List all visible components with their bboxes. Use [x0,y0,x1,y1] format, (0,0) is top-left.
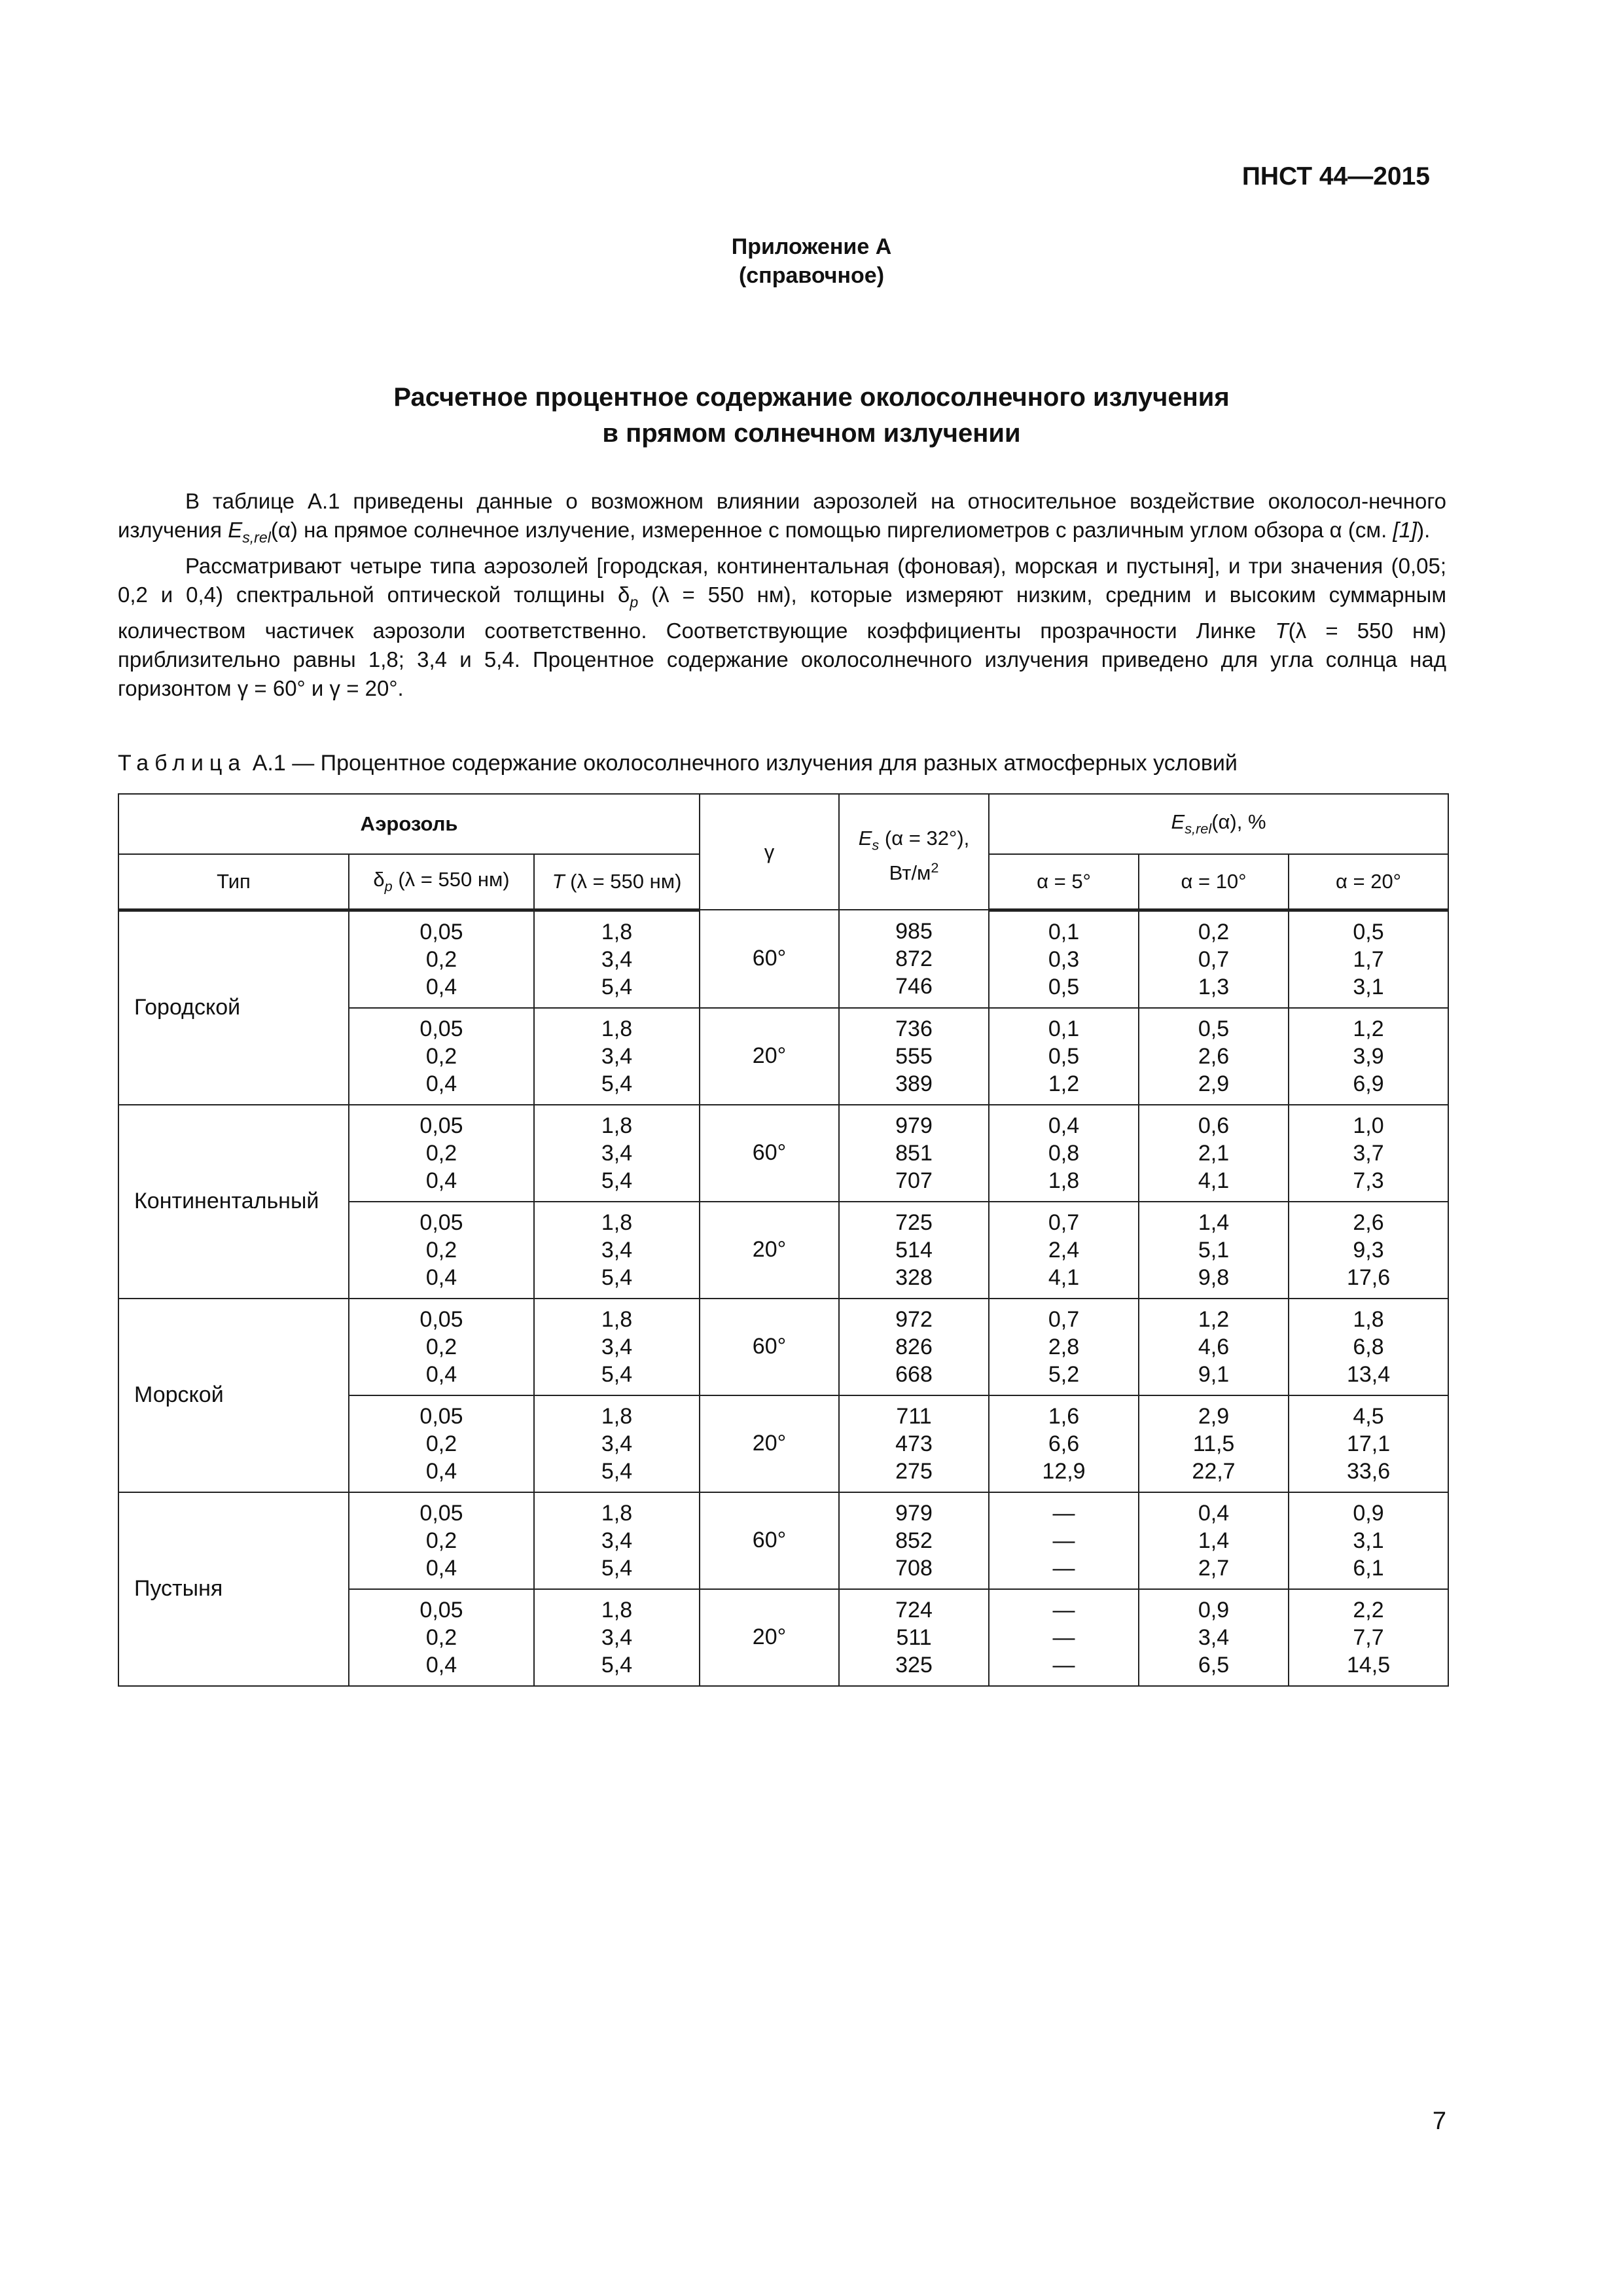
cell-a20-value: 17,6 [1346,1265,1391,1290]
table-row [118,910,1448,1008]
cell-T-value: 1,8 [601,1306,633,1332]
cell-T-value: 5,4 [601,1168,633,1193]
cell-es-value: 725 [895,1210,933,1235]
cell-T-value: 1,8 [601,1210,633,1235]
header-aerosol: Аэрозоль [118,794,700,854]
cell-a5-value: 6,6 [1048,1431,1080,1456]
cell-es [839,1492,989,1589]
header-es-rel-subscript: s,rel [1185,820,1212,837]
cell-es-value: 275 [895,1458,933,1484]
data-table [118,793,1449,1687]
header-delta-text: (λ = 550 нм) [392,867,510,891]
cell-a5-value: 2,4 [1048,1237,1080,1263]
cell-a20 [1289,1395,1448,1492]
cell-es [839,1395,989,1492]
header-alpha-10: α = 10° [1139,854,1289,910]
cell-a20-value: 2,6 [1353,1210,1384,1235]
cell-a5 [989,1202,1139,1299]
cell-a5 [989,1395,1139,1492]
cell-delta-value: 0,2 [425,1043,457,1069]
cell-a20 [1289,1299,1448,1395]
header-delta-symbol: δ [373,867,385,891]
cell-T-value: 1,8 [601,919,633,944]
cell-a5 [989,1105,1139,1202]
cell-a10 [1139,1008,1289,1105]
header-es-text: (α = 32°), [879,827,970,850]
cell-a20-value: 3,7 [1353,1140,1384,1166]
cell-es-value: 972 [895,1306,933,1332]
cell-a5-value: 1,8 [1048,1168,1080,1193]
cell-a5-value: — [1052,1500,1075,1526]
cell-a10-value: 1,2 [1198,1306,1230,1332]
cell-es-value: 514 [895,1237,933,1263]
cell-es-value: 746 [895,973,933,999]
cell-delta-value: 0,4 [425,1071,457,1096]
cell-a5-value: 12,9 [1042,1458,1086,1484]
cell-a5-value: — [1052,1597,1075,1623]
cell-T-value: 5,4 [601,1071,633,1096]
cell-T [534,1202,700,1299]
cell-es-value: 707 [895,1168,933,1193]
body-text [118,487,1446,703]
cell-a20-value: 6,9 [1353,1071,1384,1096]
cell-T-value: 1,8 [601,1500,633,1526]
table-body [118,910,1448,1686]
section-heading-line1: Расчетное процентное содержание околосолнечного излучения [393,383,1230,412]
cell-a20-value: 9,3 [1353,1237,1384,1263]
cell-delta-value: 0,05 [419,919,463,944]
cell-a10 [1139,1492,1289,1589]
cell-gamma: 60° [700,1492,839,1589]
header-t [534,854,700,910]
cell-es-value: 473 [895,1431,933,1456]
cell-es [839,1008,989,1105]
cell-a5-value: 5,2 [1048,1361,1080,1387]
header-es-rel-symbol: E [1171,810,1185,834]
reference-link[interactable]: [1] [1393,518,1418,542]
es-rel-subscript: s,rel [242,529,271,547]
cell-a10-value: 1,3 [1198,974,1230,999]
table-row [118,1105,1448,1202]
cell-T [534,1008,700,1105]
cell-a5-value: 0,3 [1048,946,1080,972]
cell-a5-value: 0,5 [1048,974,1080,999]
cell-a20-value: 1,2 [1353,1016,1384,1041]
cell-T-value: 5,4 [601,1361,633,1387]
cell-a20-value: 4,5 [1353,1403,1384,1429]
cell-T-value: 3,4 [601,946,633,972]
cell-T-value: 5,4 [601,1555,633,1581]
table-row [118,1492,1448,1589]
cell-gamma: 20° [700,1202,839,1299]
cell-delta-value: 0,05 [419,1597,463,1623]
cell-delta [349,1299,534,1395]
cell-T-value: 5,4 [601,1265,633,1290]
cell-a10-value: 4,6 [1198,1334,1230,1359]
cell-T-value: 3,4 [601,1431,633,1456]
cell-delta-value: 0,05 [419,1113,463,1138]
cell-T [534,910,700,1008]
cell-es [839,910,989,1008]
header-es-unit: Вт/м [889,861,931,884]
cell-a20-value: 1,8 [1353,1306,1384,1332]
cell-delta [349,1492,534,1589]
cell-a20-value: 7,7 [1353,1624,1384,1650]
cell-a20-value: 33,6 [1346,1458,1391,1484]
cell-T-value: 5,4 [601,1652,633,1677]
cell-a20-value: 14,5 [1346,1652,1391,1677]
cell-delta-value: 0,05 [419,1306,463,1332]
cell-a20-value: 2,2 [1353,1597,1384,1623]
cell-a20-value: 13,4 [1346,1361,1391,1387]
cell-delta-value: 0,2 [425,1431,457,1456]
cell-a20-value: 7,3 [1353,1168,1384,1193]
cell-a10-value: 11,5 [1192,1431,1235,1456]
cell-T [534,1492,700,1589]
cell-a20-value: 0,9 [1353,1500,1384,1526]
cell-a10-value: 22,7 [1192,1458,1236,1484]
cell-es-value: 736 [895,1016,933,1041]
cell-a20 [1289,1589,1448,1686]
cell-a20-value: 3,1 [1353,974,1384,999]
cell-a5-value: 0,5 [1048,1043,1080,1069]
es-rel-symbol: E [228,518,243,542]
cell-a5 [989,910,1139,1008]
cell-a20 [1289,1105,1448,1202]
cell-a10-value: 1,4 [1198,1528,1230,1553]
cell-a5-value: 0,7 [1048,1210,1080,1235]
paragraph-1-text-a: В таблице А.1 приведены данные о возможном влиянии аэрозолей на относительное воздействие околосол-нечного излучения [118,489,1446,542]
cell-es-value: 389 [895,1071,933,1096]
cell-T-value: 5,4 [601,974,633,999]
header-t-symbol: T [552,869,565,893]
cell-a5-value: 2,8 [1048,1334,1080,1359]
cell-delta-value: 0,4 [425,1168,457,1193]
header-delta-subscript: p [384,878,393,895]
cell-delta [349,910,534,1008]
header-type: Тип [118,854,349,910]
delta-subscript: p [630,594,639,611]
cell-a5 [989,1492,1139,1589]
cell-a10-value: 5,1 [1198,1237,1230,1263]
cell-gamma: 60° [700,1105,839,1202]
cell-a10-value: 6,5 [1198,1652,1230,1677]
cell-es-value: 872 [895,946,933,971]
cell-a10-value: 1,4 [1198,1210,1230,1235]
paragraph-1 [118,487,1446,552]
cell-T-value: 1,8 [601,1597,633,1623]
paragraph-1-text-b: (α) на прямое солнечное излучение, измеренное с помощью пиргелиометров с различным углом обзора α (см. [270,518,1393,542]
cell-a10 [1139,1589,1289,1686]
cell-a20 [1289,910,1448,1008]
cell-T-value: 3,4 [601,1237,633,1263]
cell-gamma: 60° [700,1299,839,1395]
cell-a20-value: 1,0 [1353,1113,1384,1138]
cell-delta-value: 0,2 [425,1528,457,1553]
header-alpha-5: α = 5° [989,854,1139,910]
cell-es-value: 668 [895,1361,933,1387]
cell-es-value: 985 [895,918,933,944]
cell-a20-value: 6,1 [1353,1555,1384,1581]
cell-a5-value: — [1052,1528,1075,1553]
cell-a20 [1289,1202,1448,1299]
cell-delta-value: 0,4 [425,1652,457,1677]
cell-delta-value: 0,4 [425,1555,457,1581]
cell-delta-value: 0,2 [425,1237,457,1263]
cell-delta-value: 0,2 [425,1140,457,1166]
header-es-unit-sup: 2 [931,859,939,876]
cell-a10-value: 0,7 [1198,946,1230,972]
cell-a10-value: 3,4 [1198,1624,1230,1650]
cell-T [534,1299,700,1395]
cell-a20-value: 17,1 [1346,1431,1391,1456]
cell-es-value: 724 [895,1597,933,1623]
header-es-rel [989,794,1448,854]
header-es-rel-text: (α), % [1211,810,1266,834]
table-caption [118,751,1238,776]
cell-a10-value: 0,9 [1198,1597,1230,1623]
cell-a5-value: 1,2 [1048,1071,1080,1096]
cell-delta [349,1105,534,1202]
cell-a5 [989,1299,1139,1395]
cell-delta-value: 0,4 [425,1361,457,1387]
header-es [839,794,989,910]
cell-gamma: 60° [700,910,839,1008]
cell-delta-value: 0,4 [425,1265,457,1290]
cell-T-value: 3,4 [601,1528,633,1553]
paragraph-2 [118,552,1446,703]
cell-a10 [1139,1395,1289,1492]
cell-a10-value: 2,1 [1198,1140,1230,1166]
cell-es-value: 711 [896,1403,932,1429]
cell-a10 [1139,910,1289,1008]
cell-delta [349,1395,534,1492]
cell-T-value: 1,8 [601,1016,633,1041]
cell-delta-value: 0,05 [419,1500,463,1526]
cell-es-value: 979 [895,1500,933,1526]
cell-a10-value: 0,5 [1198,1016,1230,1041]
cell-es [839,1202,989,1299]
cell-a10-value: 0,6 [1198,1113,1230,1138]
cell-delta-value: 0,05 [419,1016,463,1041]
cell-a5-value: 0,7 [1048,1306,1080,1332]
cell-delta [349,1202,534,1299]
cell-a5-value: 0,8 [1048,1140,1080,1166]
cell-a5 [989,1008,1139,1105]
cell-T-value: 3,4 [601,1334,633,1359]
cell-es [839,1299,989,1395]
cell-a10-value: 0,2 [1198,919,1230,944]
cell-es-value: 708 [895,1555,933,1581]
cell-T-value: 3,4 [601,1140,633,1166]
paragraph-2-text-a: Рассматривают четыре типа аэрозолей [городская, континентальная (фоновая), морская и пустыня], и три значения (0,05; 0,2 и 0,4) спектральной оптической толщины δ [118,554,1446,607]
cell-T-value: 5,4 [601,1458,633,1484]
cell-a5-value: — [1052,1555,1075,1581]
paragraph-2-text-b: (λ = 550 нм), которые измеряют низким, средним и высоким суммарным количеством частичек аэрозоли соответственно. Соответствующие коэффициенты прозрачности Линке [118,583,1447,643]
page-number: 7 [1432,2108,1446,2135]
cell-delta-value: 0,05 [419,1403,463,1429]
cell-delta-value: 0,05 [419,1210,463,1235]
cell-a10-value: 2,9 [1198,1071,1230,1096]
cell-a10-value: 0,4 [1198,1500,1230,1526]
cell-T-value: 3,4 [601,1043,633,1069]
document-code: ПНСТ 44—2015 [1241,162,1430,190]
cell-T [534,1105,700,1202]
cell-a20-value: 0,5 [1353,919,1384,944]
cell-a10-value: 9,1 [1198,1361,1230,1387]
cell-a5-value: 1,6 [1048,1403,1080,1429]
cell-delta-value: 0,4 [425,1458,457,1484]
cell-delta-value: 0,2 [425,1334,457,1359]
cell-a10-value: 4,1 [1198,1168,1230,1193]
cell-a20-value: 6,8 [1353,1334,1384,1359]
paragraph-2-text-c: (λ = 550 нм) приблизительно равны 1,8; 3,4 и 5,4. Процентное содержание околосолнечного излучения приведено для угла солнца над горизонтом γ = 60° и γ = 20°. [118,619,1446,701]
cell-delta-value: 0,4 [425,974,457,999]
cell-es-value: 328 [895,1265,933,1290]
cell-a20 [1289,1492,1448,1589]
cell-gamma: 20° [700,1008,839,1105]
cell-gamma: 20° [700,1395,839,1492]
header-es-subscript: s [872,836,880,853]
cell-delta-value: 0,2 [425,1624,457,1650]
cell-T-value: 3,4 [601,1624,633,1650]
cell-es-value: 511 [896,1624,932,1650]
cell-a20 [1289,1008,1448,1105]
cell-a10-value: 9,8 [1198,1265,1230,1290]
aerosol-type-cell: Пустыня [118,1492,349,1686]
cell-a5-value: 0,4 [1048,1113,1080,1138]
appendix-subtitle: (справочное) [738,263,885,288]
header-es-symbol: E [858,827,872,850]
cell-es [839,1589,989,1686]
appendix-title: Приложение А [731,234,892,259]
cell-a20-value: 1,7 [1353,946,1384,972]
cell-a20-value: 3,1 [1353,1528,1384,1553]
header-delta [349,854,534,910]
header-t-text: (λ = 550 нм) [564,869,682,893]
cell-a5 [989,1589,1139,1686]
cell-es-value: 325 [895,1652,933,1677]
cell-a5-value: 4,1 [1048,1265,1080,1290]
cell-T-value: 1,8 [601,1403,633,1429]
linke-t-symbol: T [1275,619,1289,643]
cell-delta [349,1008,534,1105]
cell-T [534,1589,700,1686]
aerosol-type-cell: Континентальный [118,1105,349,1299]
cell-a20-value: 3,9 [1353,1043,1384,1069]
cell-a5-value: 0,1 [1048,1016,1080,1041]
cell-gamma: 20° [700,1589,839,1686]
cell-T [534,1395,700,1492]
cell-T-value: 1,8 [601,1113,633,1138]
header-alpha-20: α = 20° [1289,854,1448,910]
section-heading-line2: в прямом солнечном излучении [602,419,1021,448]
table-caption-label: Таблица [118,751,247,776]
cell-delta [349,1589,534,1686]
cell-a10-value: 2,6 [1198,1043,1230,1069]
cell-es-value: 826 [895,1334,933,1359]
cell-a10 [1139,1299,1289,1395]
cell-es [839,1105,989,1202]
aerosol-type-cell: Морской [118,1299,349,1492]
cell-a10 [1139,1202,1289,1299]
cell-es-value: 979 [895,1113,933,1138]
table-row [118,1299,1448,1395]
paragraph-1-text-c: ). [1417,518,1431,542]
cell-a5-value: — [1052,1652,1075,1677]
cell-a10 [1139,1105,1289,1202]
aerosol-type-cell: Городской [118,910,349,1105]
cell-a10-value: 2,7 [1198,1555,1230,1581]
cell-es-value: 555 [895,1043,933,1069]
cell-a5-value: 0,1 [1048,919,1080,944]
cell-delta-value: 0,2 [425,946,457,972]
cell-a5-value: — [1052,1624,1075,1650]
table-caption-text: А.1 — Процентное содержание околосолнечного излучения для разных атмосферных условий [246,751,1238,776]
cell-a10-value: 2,9 [1198,1403,1230,1429]
header-gamma: γ [700,794,839,910]
cell-es-value: 851 [895,1140,933,1166]
cell-es-value: 852 [895,1528,933,1553]
